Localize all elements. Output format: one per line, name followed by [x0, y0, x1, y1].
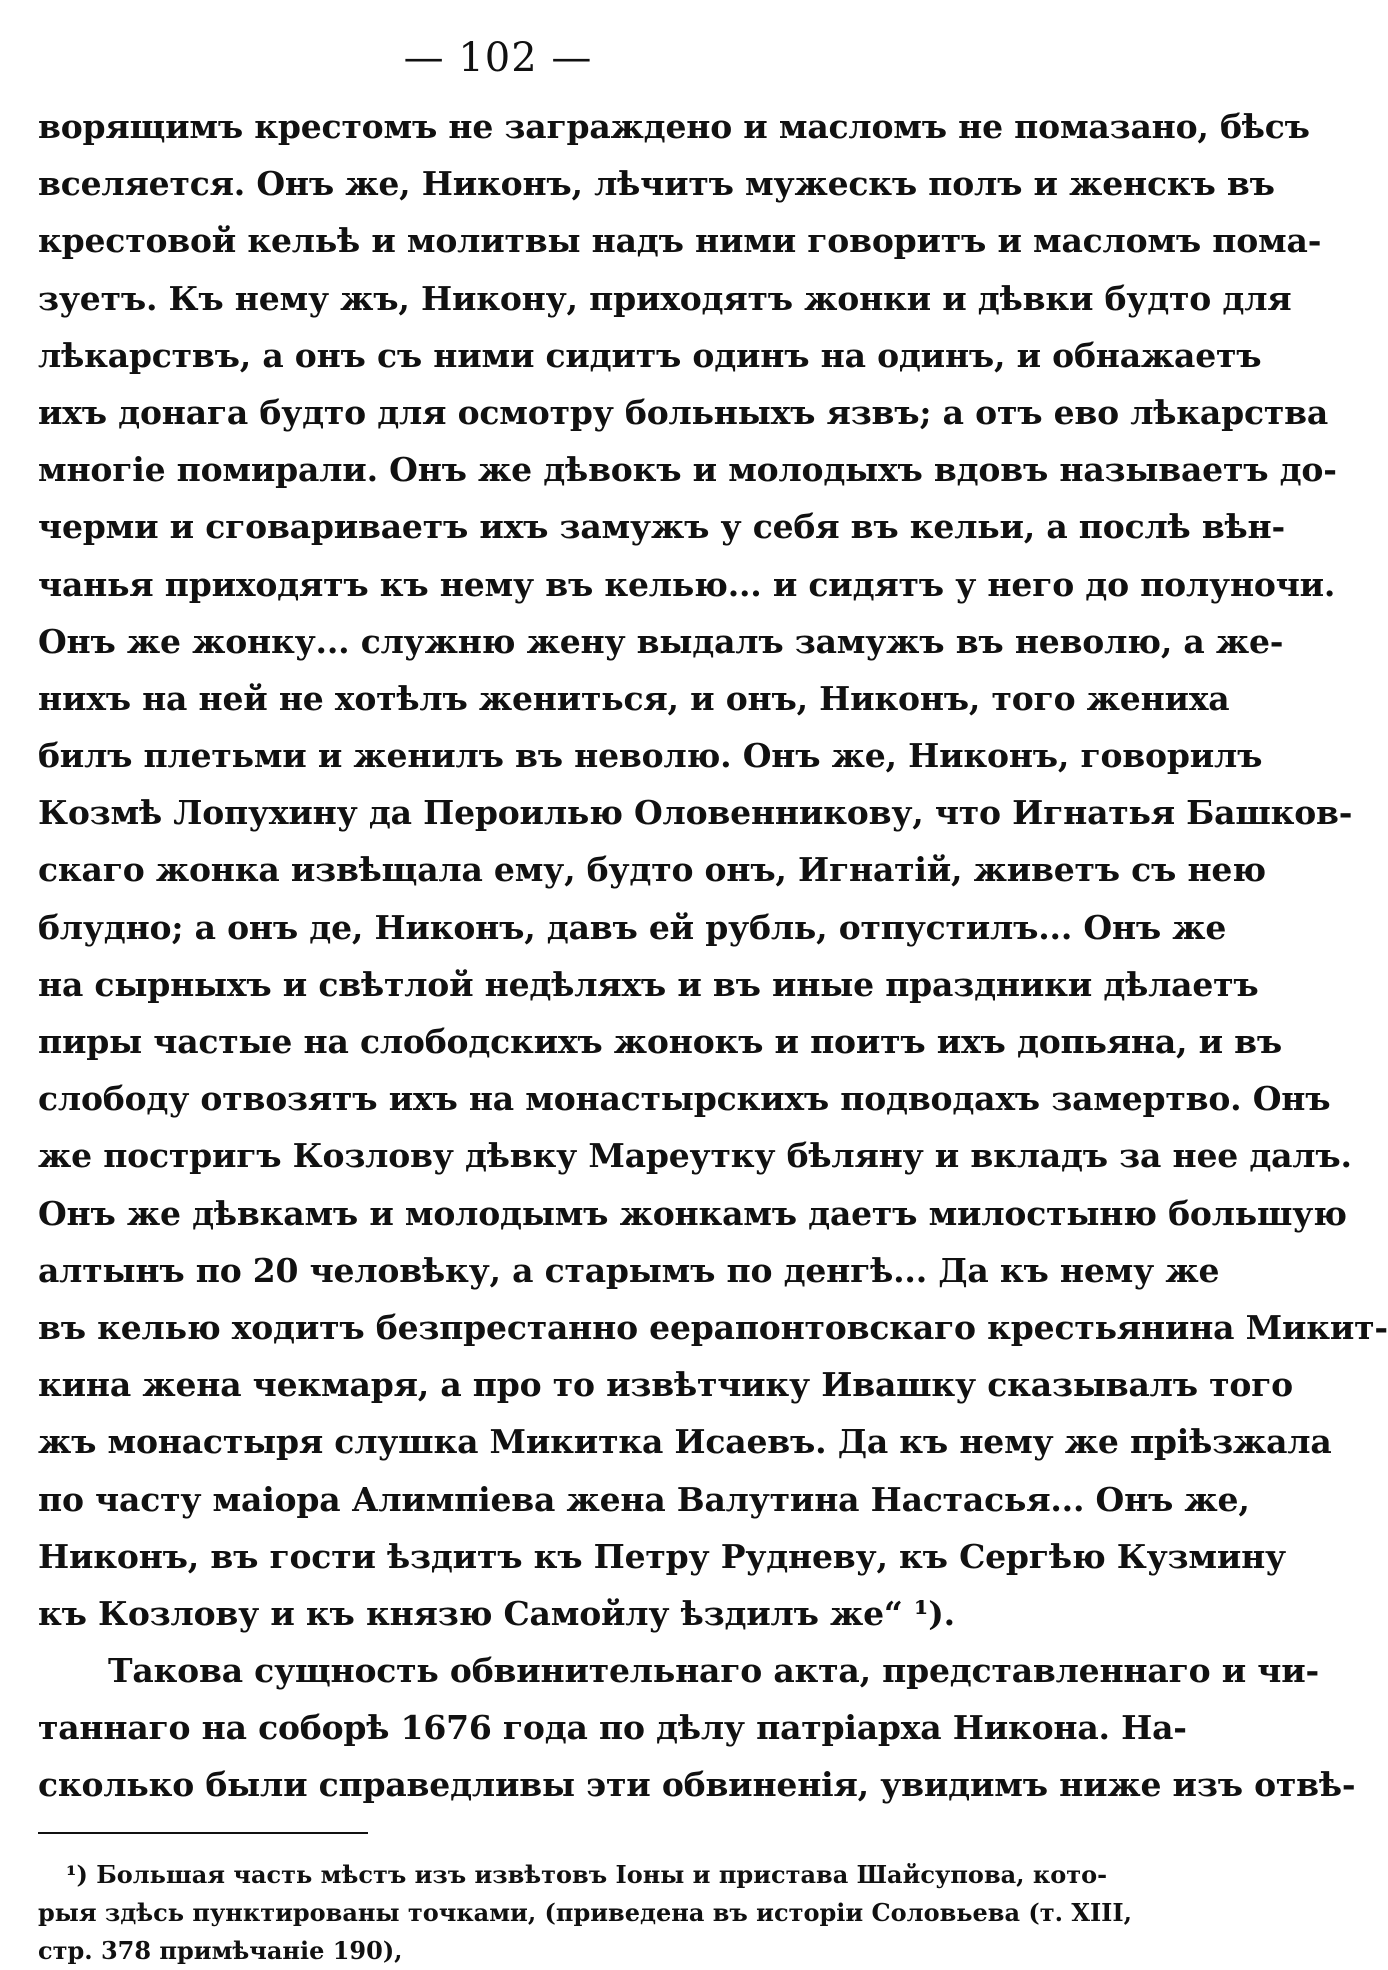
- text-line: билъ плетьми и женилъ въ неволю. Онъ же, Никонъ, говорилъ: [38, 736, 1263, 776]
- text-line: ихъ донага будто для осмотру больныхъ язвъ; а отъ ево лѣкарства: [38, 392, 1329, 432]
- text-line: ворящимъ крестомъ не заграждено и масломъ не помазано, бѣсъ: [38, 107, 1310, 146]
- text-line: въ келью ходитъ безпрестанно ееpапонтовскаго крестьянина Микит-: [38, 1307, 1388, 1347]
- text-line: кина жена чекмаря, а про то извѣтчику Ивашку сказывалъ того: [38, 1365, 1293, 1405]
- text-line: лѣкарствъ, а онъ съ ними сидитъ одинъ на одинъ, и обнажаетъ: [38, 335, 1262, 375]
- footnote-divider: [38, 1832, 368, 1834]
- text-line: Онъ же дѣвкамъ и молодымъ жонкамъ даетъ милостыню большую: [38, 1193, 1347, 1233]
- page-number: — 102 —: [403, 35, 593, 81]
- text-line: пиры частые на слободскихъ жонокъ и поитъ ихъ допьяна, и въ: [38, 1022, 1283, 1061]
- text-line: Козмѣ Лопухину да Пероилью Оловенникову, что Игнатья Башков-: [38, 793, 1353, 833]
- text-line: жъ монастыря слушка Микитка Исаевъ. Да къ нему же пріѣзжала: [38, 1422, 1332, 1462]
- text-line: скаго жонка извѣщала ему, будто онъ, Игнатій, живетъ съ нею: [38, 850, 1266, 890]
- text-line: сколько были справедливы эти обвиненія, увидимъ ниже изъ отвѣ-: [38, 1765, 1356, 1805]
- text-line: Никонъ, въ гости ѣздитъ къ Петру Рудневу, къ Сергѣю Кузмину: [38, 1536, 1286, 1576]
- book-page: [38, 28, 1388, 1970]
- footnote: [38, 1856, 1132, 1970]
- text-line: чанья приходятъ къ нему въ келью... и сидятъ у него до полуночи.: [38, 564, 1336, 604]
- text-line: Онъ же жонку... служню жену выдалъ замужъ въ неволю, а же-: [38, 621, 1284, 661]
- text-line: на сырныхъ и свѣтлой недѣляхъ и въ иные праздники дѣлаетъ: [38, 964, 1259, 1004]
- text-line: къ Козлову и къ князю Самойлу ѣздилъ же“ ¹).: [38, 1593, 955, 1633]
- text-line: алтынъ по 20 человѣку, а старымъ по денгѣ... Да къ нему же: [38, 1250, 1220, 1290]
- text-line: крестовой кельѣ и молитвы надъ ними говоритъ и масломъ пома-: [38, 221, 1322, 261]
- text-line: таннаго на соборѣ 1676 года по дѣлу патріарха Никона. На-: [38, 1708, 1187, 1748]
- text-line: зуетъ. Къ нему жъ, Никону, приходятъ жонки и дѣвки будто для: [38, 278, 1292, 318]
- text-line: черми и сговариваетъ ихъ замужъ у себя въ кельи, а послѣ вѣн-: [38, 507, 1286, 547]
- footnote-line: рыя здѣсь пунктированы точками, (приведена въ исторіи Соловьева (т. XIII,: [38, 1897, 1132, 1927]
- text-line: же постригъ Козлову дѣвку Мареутку бѣляну и вкладъ за нее далъ.: [38, 1136, 1352, 1176]
- footnote-line: ¹) Большая часть мѣстъ изъ извѣтовъ Іоны и пристава Шайсупова, кото-: [66, 1859, 1108, 1889]
- text-line: нихъ на ней не хотѣлъ жениться, и онъ, Никонъ, того жениха: [38, 678, 1230, 718]
- text-line: многіе помирали. Онъ же дѣвокъ и молодыхъ вдовъ называетъ до-: [38, 450, 1337, 490]
- body-text: [38, 98, 1388, 1814]
- text-line: по часту маіора Алимпіева жена Валутина Настасья... Онъ же,: [38, 1479, 1250, 1519]
- text-line: вселяется. Онъ же, Никонъ, лѣчитъ мужескъ полъ и женскъ въ: [38, 164, 1275, 204]
- paragraph-start-line: Такова сущность обвинительнаго акта, представленнаго и чи-: [108, 1651, 1319, 1691]
- text-line: слободу отвозятъ ихъ на монастырскихъ подводахъ замертво. Онъ: [38, 1079, 1331, 1119]
- text-line: блудно; а онъ де, Никонъ, давъ ей рубль, отпустилъ... Онъ же: [38, 907, 1227, 947]
- footnote-line: стр. 378 примѣчаніе 190),: [38, 1935, 403, 1965]
